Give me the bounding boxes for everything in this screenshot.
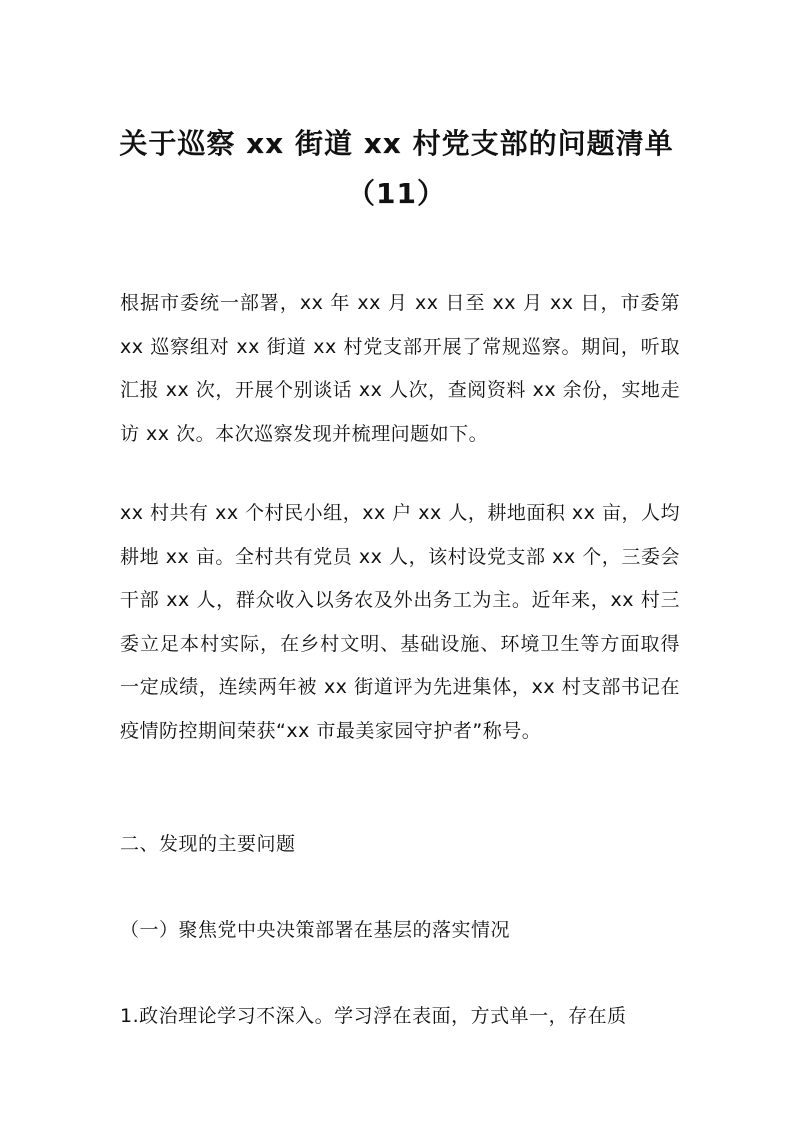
document-title-number: （11） xyxy=(347,177,446,210)
intro-paragraph: 根据市委统一部署，xx 年 xx 月 xx 日至 xx 月 xx 日，市委第 xx 巡察组对 xx 街道 xx 村党支部开展了常规巡察。期间，听取汇报 xx 次，开展个别谈话 xx 人次，查阅资料 xx 余份，实地走访 xx 次。本次巡察发现并梳理问题如下。 xyxy=(120,292,680,445)
document-title: 关于巡察 xx 街道 xx 村党支部的问题清单 xyxy=(119,127,674,160)
problem-item-1: 1.政治理论学习不深入。学习浮在表面，方式单一，存在质 xyxy=(120,1005,627,1027)
subsection-heading-central-decisions: （一）聚焦党中央决策部署在基层的落实情况 xyxy=(120,919,511,941)
section-heading-main-problems: 二、发现的主要问题 xyxy=(120,833,296,855)
overview-paragraph: xx 村共有 xx 个村民小组，xx 户 xx 人，耕地面积 xx 亩，人均耕地 xx 亩。全村共有党员 xx 人，该村设党支部 xx 个，三委会干部 xx 人，群众收入以务农及外出务工为主。近年来，xx 村三委立足本村实际，在乡村文明、基础设施、环境卫生等方面取得一定成绩，连续两年被 xx 街道评为先进集体，xx 村支部书记在疫情防控期间荣获“xx 市最美家园守护者”称号。 xyxy=(120,502,680,742)
